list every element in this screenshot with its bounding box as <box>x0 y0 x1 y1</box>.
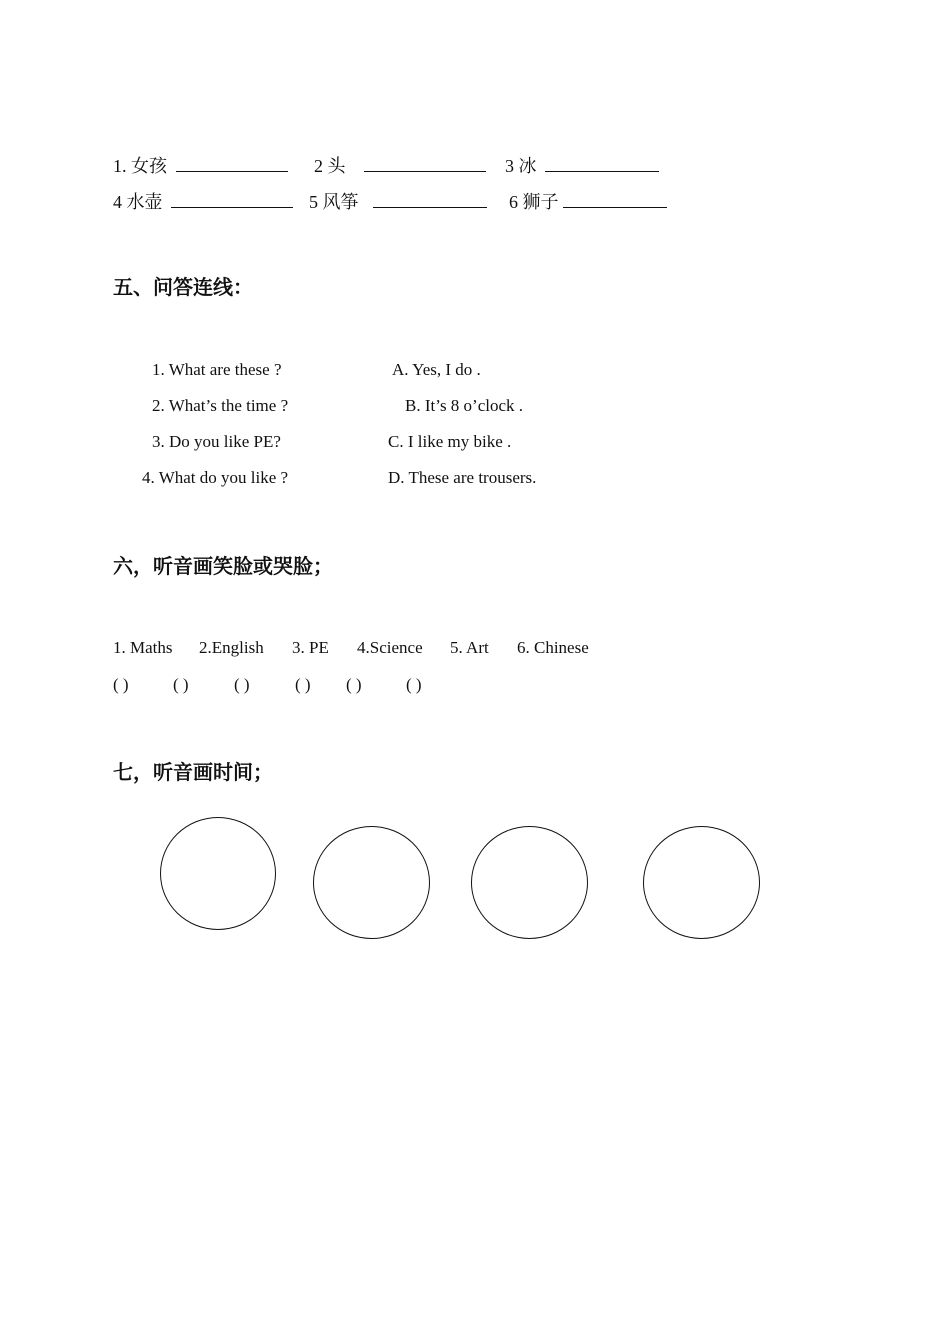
question-2: 2. What’s the time ? <box>152 396 289 415</box>
subject-3: 3. PE <box>292 638 329 657</box>
subject-2: 2.English <box>199 638 264 657</box>
answer-parens-1[interactable]: ( ) <box>113 675 129 694</box>
answer-b: B. It’s 8 o’clock . <box>405 396 524 415</box>
clock-face-4[interactable] <box>643 826 760 939</box>
vocab-num: 4 <box>113 192 122 212</box>
subject-5: 5. Art <box>450 638 489 657</box>
answer-parens-2[interactable]: ( ) <box>173 675 189 694</box>
question-4: 4. What do you like ? <box>142 468 289 487</box>
vocab-word: 风筝 <box>322 192 359 212</box>
answer-a: A. Yes, I do . <box>392 360 481 379</box>
subject-4: 4.Science <box>357 638 423 657</box>
subject-1: 1. Maths <box>113 638 173 657</box>
answer-parens-6[interactable]: ( ) <box>406 675 422 694</box>
section-5-title: 五、问答连线： <box>113 275 253 299</box>
vocab-item-5 <box>309 188 487 214</box>
answer-blank[interactable] <box>171 191 293 208</box>
section-6-title: 六，听音画笑脸或哭脸； <box>113 554 333 578</box>
vocab-num: 3 <box>505 156 514 176</box>
vocab-item-2 <box>314 152 486 178</box>
answer-parens-3[interactable]: ( ) <box>234 675 250 694</box>
vocab-num: 6 <box>509 192 518 212</box>
vocab-item-3 <box>505 152 659 178</box>
question-3: 3. Do you like PE? <box>152 432 281 451</box>
answer-blank[interactable] <box>373 191 487 208</box>
answer-parens-5[interactable]: ( ) <box>346 675 362 694</box>
vocab-num: 5 <box>309 192 318 212</box>
vocab-word: 女孩 <box>131 156 167 176</box>
vocab-item-1 <box>113 152 288 178</box>
vocab-word: 狮子 <box>522 192 559 212</box>
answer-parens-4[interactable]: ( ) <box>295 675 311 694</box>
answer-blank[interactable] <box>563 191 667 208</box>
vocab-word: 头 <box>327 156 346 176</box>
clock-face-1[interactable] <box>160 817 276 930</box>
vocab-num: 2 <box>314 156 323 176</box>
answer-blank[interactable] <box>176 155 288 172</box>
vocab-word: 水壶 <box>126 192 163 212</box>
clock-face-2[interactable] <box>313 826 430 939</box>
question-1: 1. What are these ? <box>152 360 282 379</box>
vocab-word: 冰 <box>518 156 537 176</box>
vocab-item-4 <box>113 188 293 214</box>
answer-c: C. I like my bike . <box>388 432 512 451</box>
section-7-title: 七，听音画时间； <box>113 760 273 784</box>
subject-6: 6. Chinese <box>517 638 589 657</box>
clock-face-3[interactable] <box>471 826 588 939</box>
vocab-item-6 <box>509 188 667 214</box>
answer-d: D. These are trousers. <box>388 468 537 487</box>
vocab-num: 1. <box>113 156 127 176</box>
answer-blank[interactable] <box>364 155 486 172</box>
answer-blank[interactable] <box>545 155 659 172</box>
